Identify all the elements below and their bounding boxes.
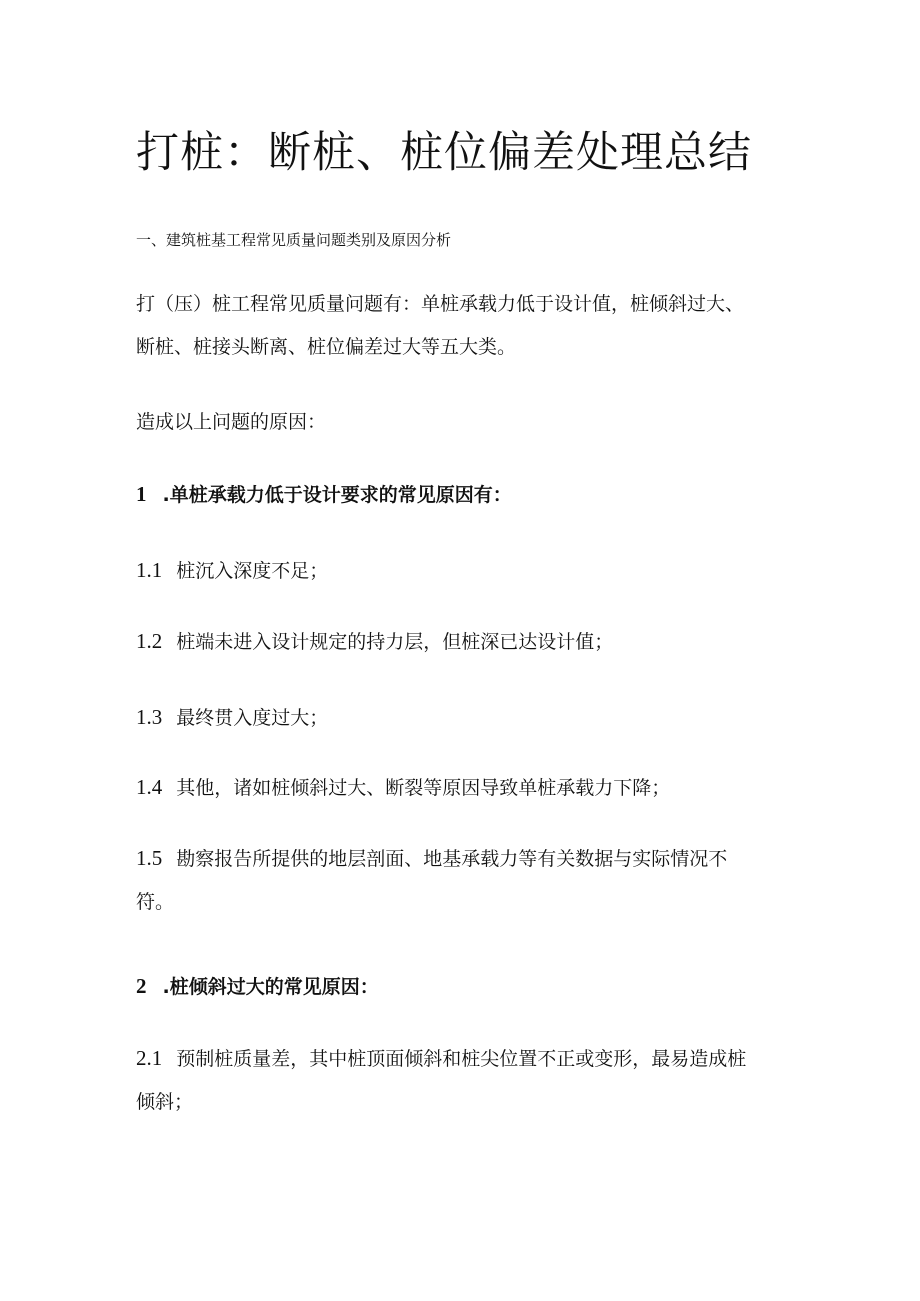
item-number: 2.1 [136,1046,163,1070]
item-number: 1.1 [136,558,163,582]
item-number: 1.5 [136,846,163,870]
item-text: 最终贯入度过大； [176,707,329,729]
heading-2-text: .桩倾斜过大的常见原因： [162,976,379,998]
list-item [136,620,613,664]
item-number: 1.4 [136,775,163,799]
intro-line-2: 断桩、桩接头断离、桩位偏差过大等五大类。 [136,336,517,358]
item-text: 其他，诸如桩倾斜过大、断裂等原因导致单桩承载力下降； [176,777,671,799]
item-text: 桩沉入深度不足； [176,560,329,582]
item-number: 1.3 [136,705,163,729]
list-item [136,549,328,593]
list-item [136,837,727,924]
list-item [136,766,670,810]
heading-1-number: 1 [136,482,147,506]
causes-heading: 造成以上问题的原因： [136,411,327,433]
heading-2-number: 2 [136,974,147,998]
item-text-continued: 符。 [136,891,175,913]
heading-1-text: .单桩承载力低于设计要求的常见原因有： [162,484,512,506]
heading-2 [136,965,379,1009]
list-item [136,1037,746,1124]
item-text: 桩端未进入设计规定的持力层，但桩深已达设计值； [176,631,614,653]
page-title: 打桩：断桩、桩位偏差处理总结 [136,128,752,178]
section-heading: 一、建筑桩基工程常见质量问题类别及原因分析 [136,231,452,249]
intro-paragraph [136,283,744,369]
item-text: 勘察报告所提供的地层剖面、地基承载力等有关数据与实际情况不 [176,848,728,870]
item-text: 预制桩质量差，其中桩顶面倾斜和桩尖位置不正或变形，最易造成桩 [176,1048,747,1070]
heading-1 [136,473,512,517]
item-text-continued: 倾斜； [136,1091,194,1113]
list-item [136,696,328,740]
intro-line-1: 打（压）桩工程常见质量问题有：单桩承载力低于设计值，桩倾斜过大、 [136,293,745,315]
item-number: 1.2 [136,629,163,653]
